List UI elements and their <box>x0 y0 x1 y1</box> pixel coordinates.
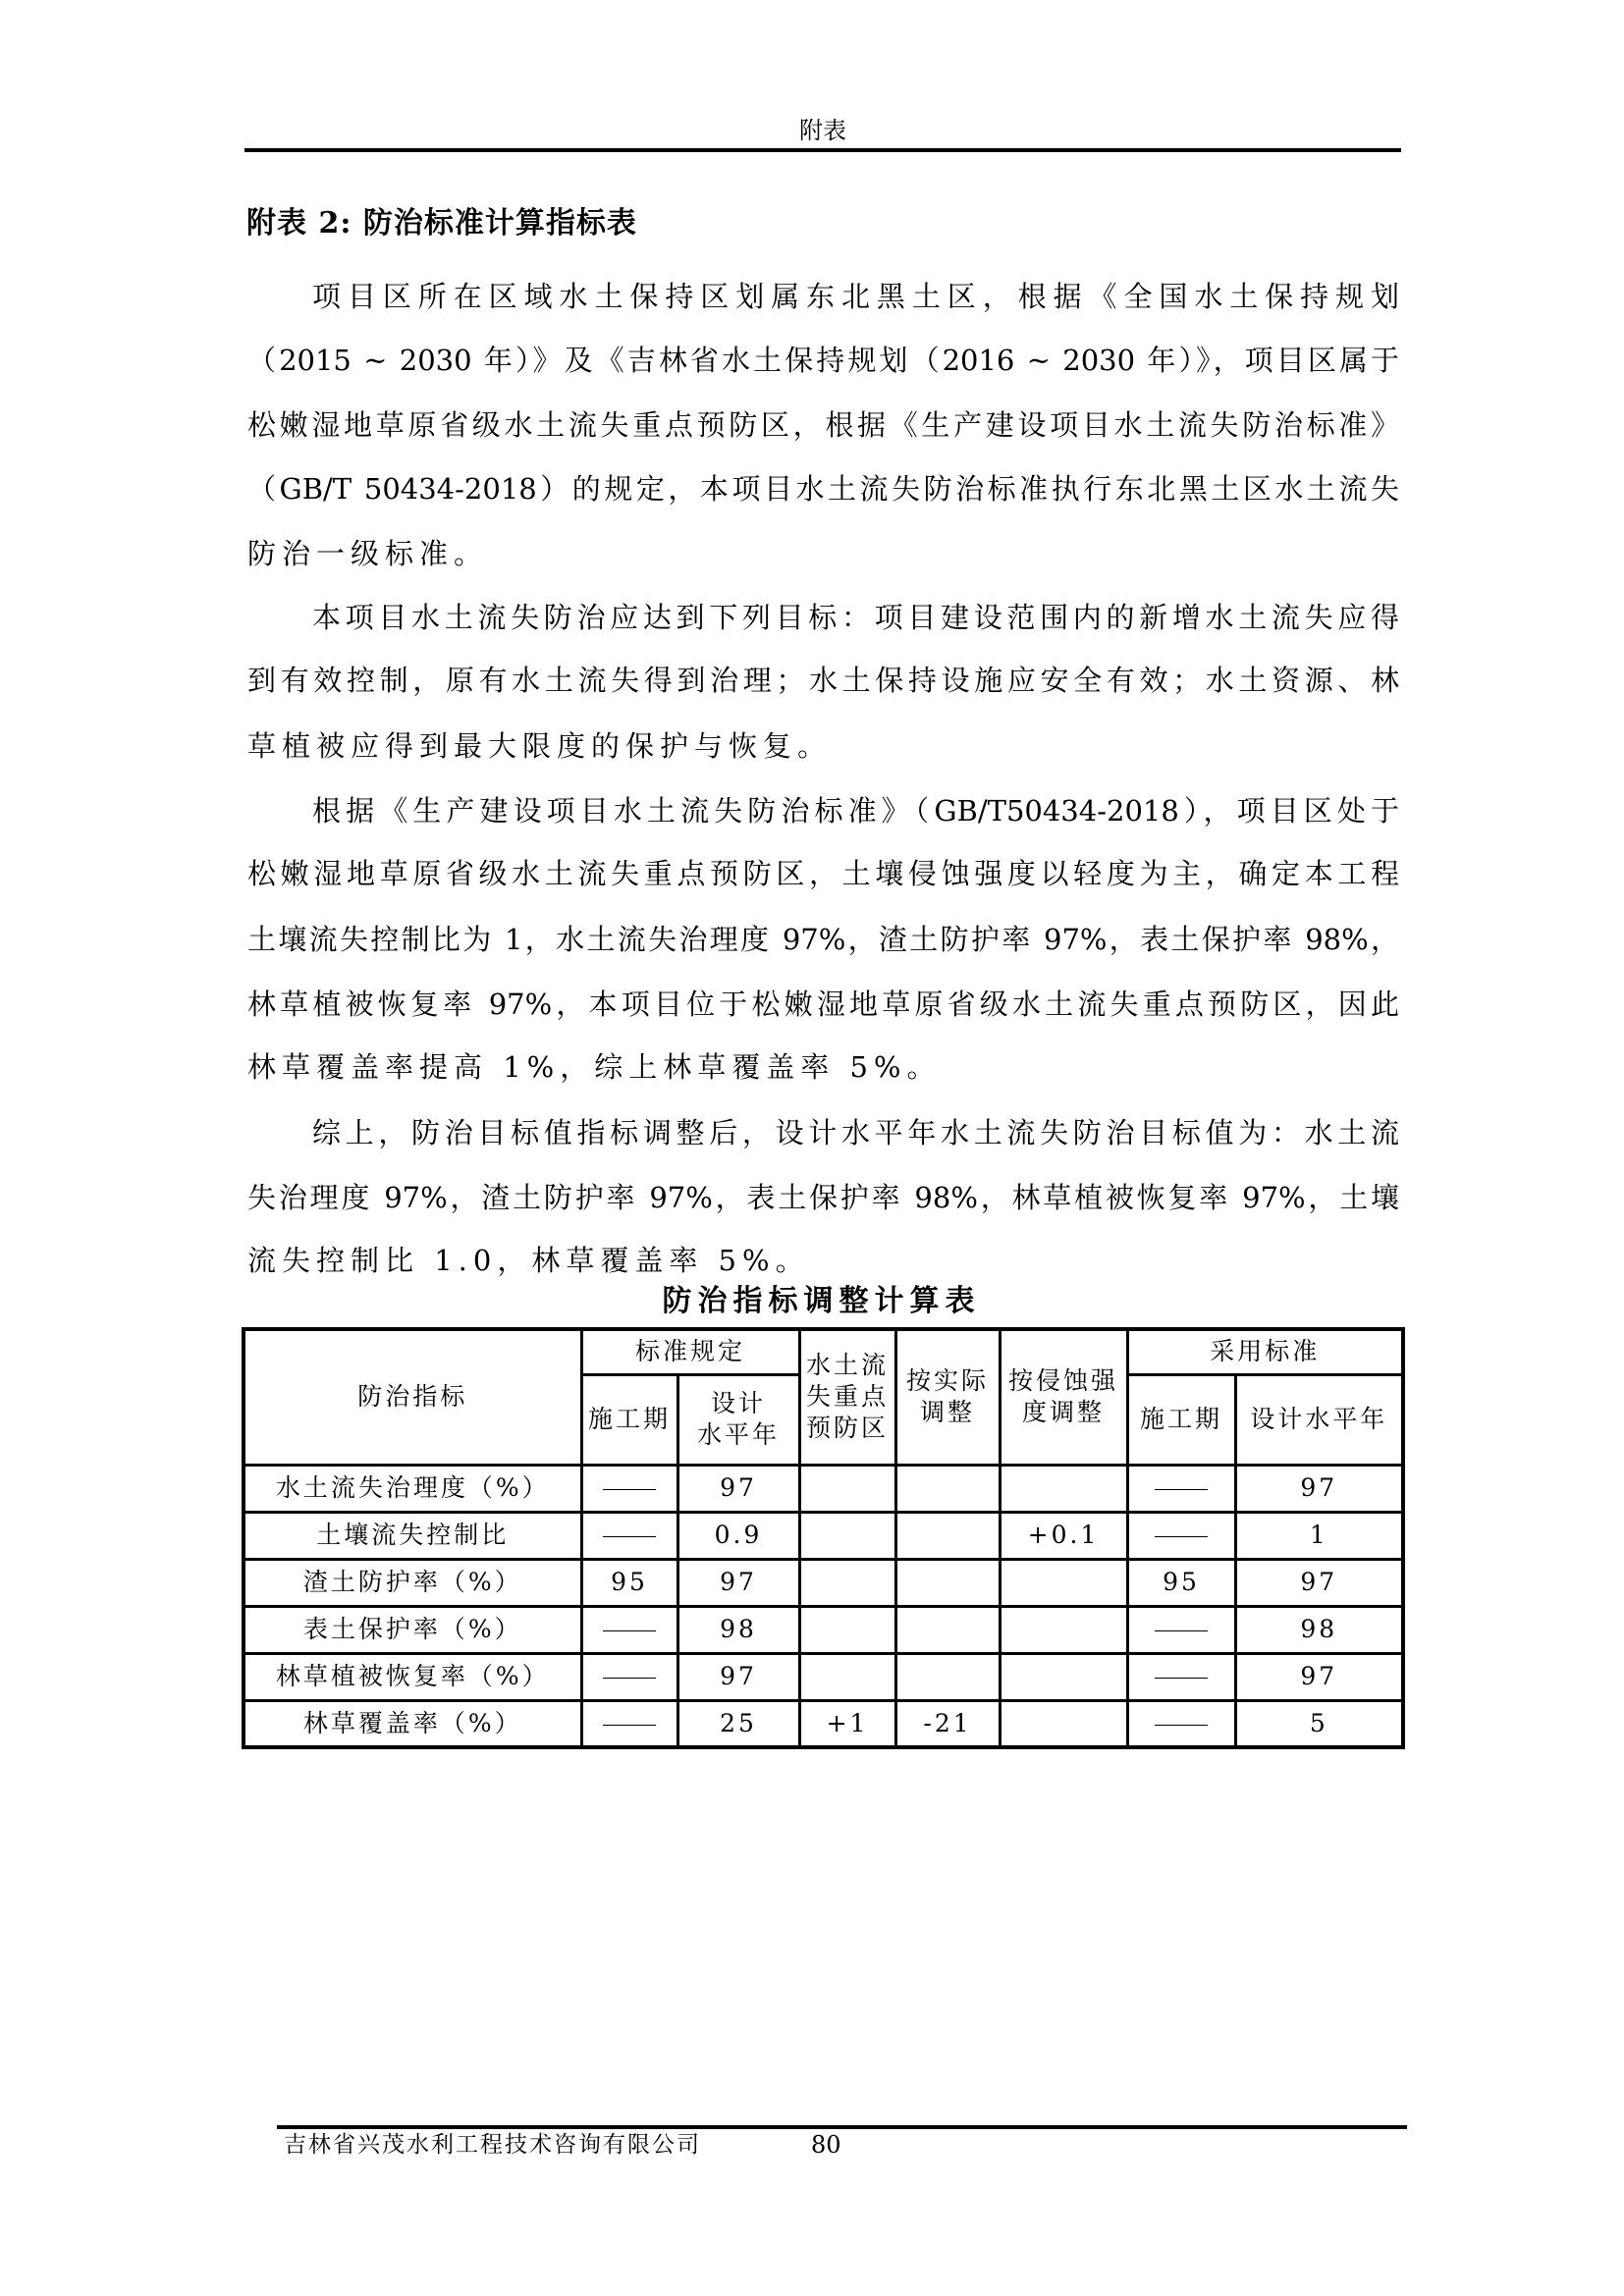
header-standard-construction: 施工期 <box>581 1374 677 1465</box>
header-standard-design-line-1: 设计 <box>711 1389 767 1417</box>
header-prevention-line-2: 失重点 <box>806 1382 890 1412</box>
paragraph-1-line-5: 防治一级标准。 <box>247 537 489 570</box>
table-row <box>244 1559 1403 1606</box>
paragraph-4-line-3: 流失控制比 1.0，林草覆盖率 5%。 <box>247 1244 810 1277</box>
cell-erosion <box>1000 1653 1127 1700</box>
cell-adopted-design: 97 <box>1235 1465 1403 1512</box>
paragraph-1-line-4: （GB/T 50434-2018）的规定，本项目水土流失防治标准执行东北黑土区水土流失 <box>247 472 1399 506</box>
paragraph-4-line-2: 失治理度 97%，渣土防护率 97%，表土保护率 98%，林草植被恢复率 97%，土壤 <box>247 1181 1399 1214</box>
cell-std-design: 0.9 <box>677 1512 799 1559</box>
table-row <box>244 1653 1403 1700</box>
paragraph-2-line-2: 到有效控制，原有水土流失得到治理；水土保持设施应安全有效；水土资源、林 <box>247 664 1399 697</box>
cell-adopted-design: 97 <box>1235 1559 1403 1606</box>
cell-actual <box>895 1653 1000 1700</box>
header-adopted-construction: 施工期 <box>1127 1374 1235 1465</box>
dash-mark <box>603 1630 656 1631</box>
cell-prevention <box>799 1653 895 1700</box>
header-standard-design-line-2: 水平年 <box>697 1420 781 1449</box>
cell-adopted-construction-dash <box>1127 1653 1235 1700</box>
cell-std-design: 97 <box>677 1653 799 1700</box>
indicator-adjustment-table <box>242 1327 1405 1749</box>
dash-mark <box>1155 1630 1208 1631</box>
table-row <box>244 1700 1403 1747</box>
cell-adopted-construction-dash <box>1127 1512 1235 1559</box>
cell-erosion <box>1000 1606 1127 1653</box>
cell-std-construction-dash <box>581 1700 677 1747</box>
cell-std-construction: 95 <box>581 1559 677 1606</box>
cell-erosion: +0.1 <box>1000 1512 1127 1559</box>
dash-mark <box>603 1725 656 1726</box>
cell-adopted-design: 1 <box>1235 1512 1403 1559</box>
cell-adopted-construction-dash <box>1127 1606 1235 1653</box>
dash-mark <box>603 1536 656 1537</box>
footer-company: 吉林省兴茂水利工程技术咨询有限公司 <box>284 2132 701 2158</box>
cell-std-construction-dash <box>581 1512 677 1559</box>
cell-std-construction-dash <box>581 1653 677 1700</box>
cell-std-design: 25 <box>677 1700 799 1747</box>
header-actual-line-2: 调整 <box>920 1398 976 1427</box>
cell-prevention <box>799 1606 895 1653</box>
header-standard-group: 标准规定 <box>581 1329 799 1374</box>
cell-indicator: 林草覆盖率（%） <box>244 1700 581 1747</box>
running-header-title: 附表 <box>799 117 846 144</box>
dash-mark <box>603 1678 656 1679</box>
header-indicator: 防治指标 <box>244 1329 581 1465</box>
paragraph-1-line-3: 松嫩湿地草原省级水土流失重点预防区，根据《生产建设项目水土流失防治标准》 <box>247 408 1399 442</box>
paragraph-3-line-4: 林草植被恢复率 97%，本项目位于松嫩湿地草原省级水土流失重点预防区，因此 <box>247 988 1399 1021</box>
paragraph-2-line-1: 本项目水土流失防治应达到下列目标：项目建设范围内的新增水土流失应得 <box>312 601 1399 634</box>
header-erosion-line-2: 度调整 <box>1022 1398 1106 1427</box>
header-rule <box>244 148 1401 152</box>
cell-indicator: 表土保护率（%） <box>244 1606 581 1653</box>
table-row <box>244 1606 1403 1653</box>
cell-erosion <box>1000 1559 1127 1606</box>
cell-adopted-design: 97 <box>1235 1653 1403 1700</box>
paragraph-4-line-1: 综上，防治目标值指标调整后，设计水平年水土流失防治目标值为：水土流 <box>312 1116 1399 1149</box>
cell-indicator: 林草植被恢复率（%） <box>244 1653 581 1700</box>
section-title: 附表 2: 防治标准计算指标表 <box>246 206 637 240</box>
table-row <box>244 1512 1403 1559</box>
header-prevention-zone <box>799 1329 895 1465</box>
cell-erosion <box>1000 1700 1127 1747</box>
paragraph-3-line-5: 林草覆盖率提高 1%，综上林草覆盖率 5%。 <box>247 1050 942 1084</box>
cell-adopted-design: 98 <box>1235 1606 1403 1653</box>
cell-indicator: 水土流失治理度（%） <box>244 1465 581 1512</box>
cell-adopted-design: 5 <box>1235 1700 1403 1747</box>
header-adopted-design: 设计水平年 <box>1235 1374 1403 1465</box>
header-actual-line-1: 按实际 <box>906 1366 990 1396</box>
cell-adopted-construction-dash <box>1127 1700 1235 1747</box>
cell-actual <box>895 1465 1000 1512</box>
dash-mark <box>1155 1536 1208 1537</box>
paragraph-1-line-1: 项目区所在区域水土保持区划属东北黑土区，根据《全国水土保持规划 <box>312 280 1399 313</box>
cell-adopted-construction-dash <box>1127 1465 1235 1512</box>
paragraph-3-line-2: 松嫩湿地草原省级水土流失重点预防区，土壤侵蚀强度以轻度为主，确定本工程 <box>247 857 1399 890</box>
cell-std-construction-dash <box>581 1465 677 1512</box>
cell-adopted-construction: 95 <box>1127 1559 1235 1606</box>
cell-actual <box>895 1512 1000 1559</box>
cell-std-design: 97 <box>677 1465 799 1512</box>
cell-indicator: 土壤流失控制比 <box>244 1512 581 1559</box>
cell-prevention <box>799 1465 895 1512</box>
cell-std-design: 97 <box>677 1559 799 1606</box>
cell-prevention <box>799 1512 895 1559</box>
cell-erosion <box>1000 1465 1127 1512</box>
dash-mark <box>603 1489 656 1490</box>
header-prevention-line-1: 水土流 <box>806 1351 890 1380</box>
cell-actual <box>895 1606 1000 1653</box>
table-caption: 防治指标调整计算表 <box>662 1284 981 1318</box>
header-erosion-adjustment <box>1000 1329 1127 1465</box>
paragraph-1-line-2: （2015 ~ 2030 年）》及《吉林省水土保持规划（2016 ~ 2030 年）》，项目区属于 <box>247 344 1399 377</box>
page-number: 80 <box>811 2131 841 2159</box>
cell-prevention: +1 <box>799 1700 895 1747</box>
cell-actual: -21 <box>895 1700 1000 1747</box>
header-standard-design <box>677 1374 799 1465</box>
cell-prevention <box>799 1559 895 1606</box>
header-actual-adjustment <box>895 1329 1000 1465</box>
header-prevention-line-3: 预防区 <box>806 1414 890 1443</box>
dash-mark <box>1155 1725 1208 1726</box>
cell-std-construction-dash <box>581 1606 677 1653</box>
header-adopted-group: 采用标准 <box>1127 1329 1403 1374</box>
header-erosion-line-1: 按侵蚀强 <box>1008 1366 1119 1396</box>
table-row <box>244 1465 1403 1512</box>
cell-indicator: 渣土防护率（%） <box>244 1559 581 1606</box>
cell-actual <box>895 1559 1000 1606</box>
footer-rule <box>277 2125 1407 2129</box>
dash-mark <box>1155 1678 1208 1679</box>
paragraph-2-line-3: 草植被应得到最大限度的保护与恢复。 <box>247 729 833 763</box>
paragraph-3-line-1: 根据《生产建设项目水土流失防治标准》（GB/T50434-2018），项目区处于 <box>312 794 1399 828</box>
table-header-row-1 <box>244 1329 1403 1374</box>
cell-std-design: 98 <box>677 1606 799 1653</box>
paragraph-3-line-3: 土壤流失控制比为 1，水土流失治理度 97%，渣土防护率 97%，表土保护率 98%， <box>247 923 1399 956</box>
dash-mark <box>1155 1489 1208 1490</box>
